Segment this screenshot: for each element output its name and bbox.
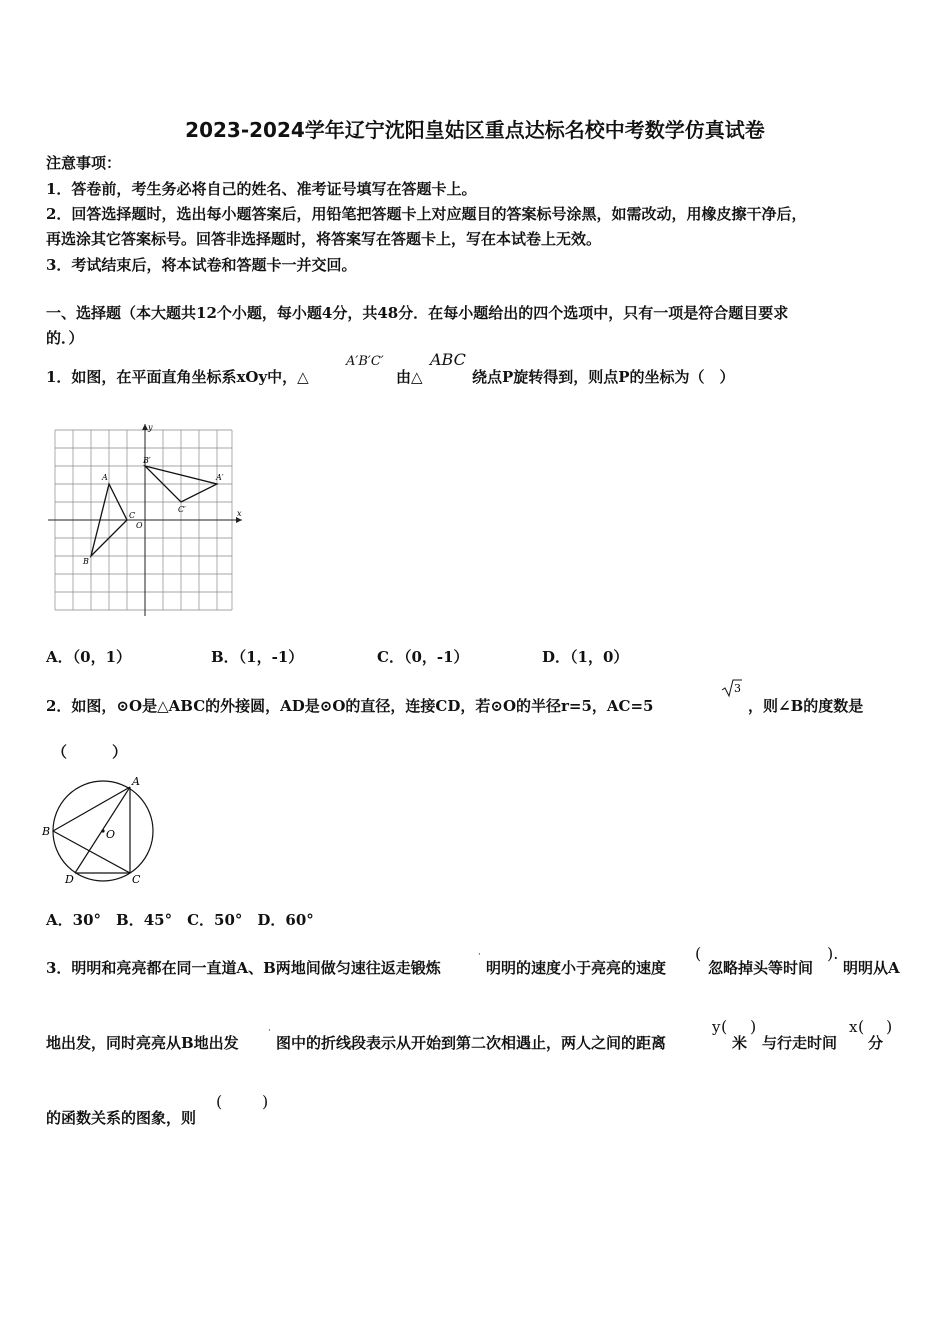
q3-line1-part1: 3．明明和亮亮都在同一直道A、B两地间做匀速往返走锻炼 [46, 959, 441, 977]
q3-line3: 的函数关系的图象，则 [46, 1109, 197, 1127]
q3-dot-mark-2: · [268, 1026, 271, 1036]
label-d: D [65, 873, 74, 886]
q3-y-unit: 米 [732, 1034, 748, 1052]
q1-option-d: D．（1，0） [542, 648, 629, 666]
q3-line1-part3: 忽略掉头等时间 [708, 959, 814, 977]
q3-close-paren-2: ) [750, 1017, 757, 1036]
q2-text-part2: ，则∠B的度数是 [748, 697, 864, 715]
q3-answer-close-paren: ) [262, 1092, 269, 1111]
q1-option-b: B．（1，-1） [211, 648, 304, 666]
q3-line1-part2: 明明的速度小于亮亮的速度 [486, 959, 667, 977]
q3-open-paren-3: ( [858, 1017, 865, 1036]
page-title: 2023-2024学年辽宁沈阳皇姑区重点达标名校中考数学仿真试卷 [185, 118, 765, 142]
notice-item-2: 2．回答选择题时，选出每小题答案后，用铅笔把答题卡上对应题目的答案标号涂黑，如需改动，用橡皮擦干净后， [46, 205, 807, 223]
label-b: B [42, 825, 51, 838]
q3-dot-mark: · [478, 950, 481, 960]
q1-option-a: A．（0，1） [46, 648, 132, 666]
q1-text-part2: 由△ [396, 368, 423, 386]
section-heading: 一、选择题（本大题共12个小题，每小题4分，共48分．在每小题给出的四个选项中，只有一项是符合题目要求 [46, 304, 789, 322]
q3-open-paren-1: ( [695, 944, 702, 963]
q3-close-paren-3: ) [886, 1017, 893, 1036]
q3-x-unit: 分 [868, 1034, 884, 1052]
label-b-prime: B′ [143, 456, 151, 465]
notice-item-2-cont: 再选涂其它答案标号。回答非选择题时，将答案写在答题卡上，写在本试卷上无效。 [46, 230, 602, 248]
sqrt-radicand: 3 [734, 682, 741, 695]
label-x-axis: x [237, 509, 242, 518]
q2-text-part1: 2．如图，⊙O是△ABC的外接圆，AD是⊙O的直径，连接CD，若⊙O的半径r=5，AC=5 [46, 697, 654, 715]
notice-item-1: 1．答卷前，考生务必将自己的姓名、准考证号填写在答题卡上。 [46, 180, 477, 198]
label-o: O [106, 828, 116, 841]
label-c-prime: C′ [178, 505, 186, 514]
label-a-prime: A′ [216, 473, 224, 482]
q1-math-abc-prime: A′B′C′ [346, 354, 384, 369]
sqrt-icon [721, 678, 743, 698]
q3-line2-part2: 图中的折线段表示从开始到第二次相遇止，两人之间的距离 [276, 1034, 667, 1052]
q1-text-part1: 1．如图，在平面直角坐标系xOy中，△ [46, 368, 309, 386]
q2-circle-figure [40, 775, 165, 890]
q3-line2-part3: 与行走时间 [762, 1034, 838, 1052]
q1-option-c: C．（0，-1） [377, 648, 469, 666]
label-y-axis: y [148, 423, 153, 432]
q3-line1-part4: 明明从A [843, 959, 900, 977]
segment-ba [53, 787, 130, 831]
label-b: B [83, 557, 89, 566]
notice-item-3: 3．考试结束后，将本试卷和答题卡一并交回。 [46, 256, 357, 274]
q1-axes [48, 424, 242, 616]
label-c: C [129, 511, 136, 520]
q3-x-variable: x [849, 1018, 858, 1036]
notice-heading: 注意事项： [46, 154, 122, 172]
q1-text-part3: 绕点P旋转得到，则点P的坐标为（ ） [472, 368, 735, 386]
q3-y-variable: y [712, 1018, 721, 1036]
q1-math-abc: ABC [430, 350, 466, 369]
label-a: A [132, 775, 140, 788]
q3-open-paren-2: ( [721, 1017, 728, 1036]
q3-line2-part1: 地出发，同时亮亮从B地出发 [46, 1034, 239, 1052]
q2-answer-paren: （ ） [52, 743, 128, 761]
q3-answer-open-paren: ( [216, 1092, 223, 1111]
q3-close-paren-1: ). [827, 944, 839, 963]
label-a: A [102, 473, 108, 482]
segment-bc [53, 831, 130, 873]
section-heading-cont: 的．） [46, 329, 84, 347]
q2-options: A．30° B．45° C．50° D．60° [46, 911, 314, 929]
q1-coordinate-figure [40, 420, 250, 620]
label-c: C [132, 873, 141, 886]
label-o: O [136, 521, 143, 530]
center-dot [101, 829, 104, 832]
